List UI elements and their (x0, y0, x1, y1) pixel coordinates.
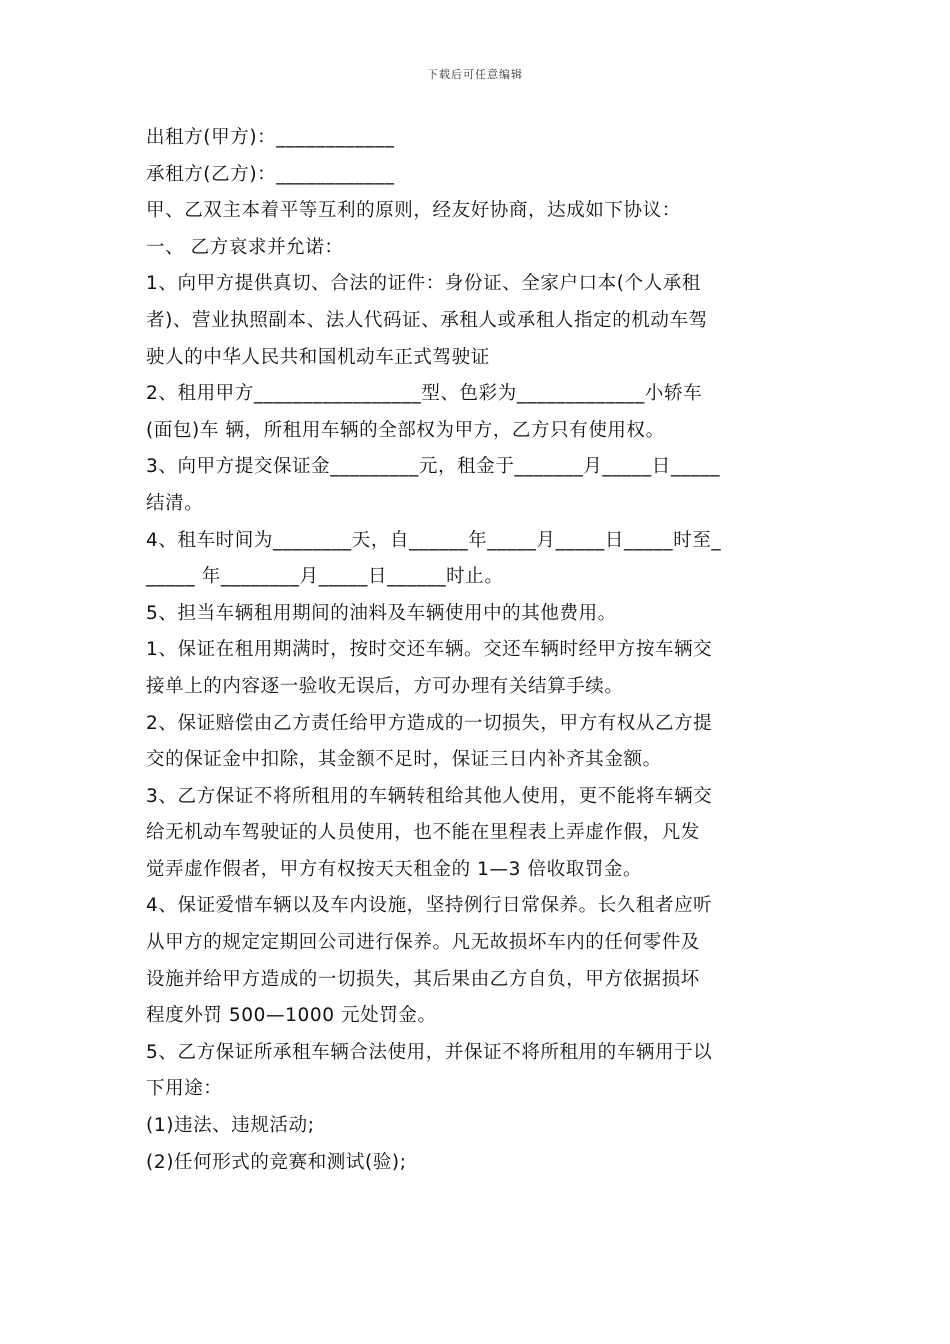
lessee-line: 承租方(乙方)：____________ (146, 163, 395, 185)
preamble-line: 甲、乙双主本着平等互利的原则，经友好协商，达成如下协议： (146, 200, 681, 222)
text-line: 给无机动车驾驶证的人员使用，也不能在里程表上弄虚作假，凡发 (146, 822, 700, 844)
text-line: 设施并给甲方造成的一切损失，其后果由乙方自负，甲方依据损坏 (146, 968, 700, 990)
text-line: 2、租用甲方_________________型、色彩为_____________小轿车 (146, 383, 703, 405)
text-line: 1、保证在租用期满时，按时交还车辆。交还车辆时经甲方按车辆交 (146, 639, 713, 661)
text-line: 4、租车时间为________天，自______年_____月_____日_____时至_ (146, 529, 722, 551)
text-line: 5、担当车辆租用期间的油料及车辆使用中的其他费用。 (146, 602, 617, 624)
text-line: 驶人的中华人民共和国机动车正式驾驶证 (146, 346, 490, 368)
text-line: 3、向甲方提交保证金_________元，租金于_______月_____日_____ (146, 456, 721, 478)
text-line: _____ 年________月_____日______时止。 (146, 566, 504, 588)
text-line: 3、乙方保证不将所租用的车辆转租给其他人使用，更不能将车辆交 (146, 785, 713, 807)
text-line: 下用途： (146, 1078, 223, 1100)
text-line: 4、保证爱惜车辆以及车内设施，坚持例行日常保养。长久租者应听 (146, 895, 713, 917)
text-line: 2、保证赔偿由乙方责任给甲方造成的一切损失，甲方有权从乙方提 (146, 712, 713, 734)
text-line: (2)任何形式的竞赛和测试(验); (146, 1151, 407, 1173)
text-line: 1、向甲方提供真切、合法的证件：身份证、全家户口本(个人承租 (146, 273, 701, 295)
section-heading: 一、 乙方哀求并允诺： (146, 236, 344, 258)
text-line: 者)、营业执照副本、法人代码证、承租人或承租人指定的机动车驾 (146, 309, 708, 331)
header-note: 下载后可任意编辑 (427, 68, 523, 81)
contract-body (146, 120, 810, 1181)
text-line: 觉弄虚作假者，甲方有权按天天租金的 1—3 倍收取罚金。 (146, 858, 643, 880)
text-line: 5、乙方保证所承租车辆合法使用，并保证不将所租用的车辆用于以 (146, 1041, 713, 1063)
text-line: (1)违法、违规活动; (146, 1115, 315, 1137)
text-line: 从甲方的规定定期回公司进行保养。凡无故损坏车内的任何零件及 (146, 932, 700, 954)
text-line: 程度外罚 500—1000 元处罚金。 (146, 1005, 437, 1027)
lessor-line: 出租方(甲方)：____________ (146, 127, 395, 148)
text-line: 结清。 (146, 492, 204, 514)
text-line: 接单上的内容逐一验收无误后，方可办理有关结算手续。 (146, 675, 624, 697)
text-line: 交的保证金中扣除，其金额不足时，保证三日内补齐其金额。 (146, 749, 662, 771)
text-line: (面包)车 辆，所租用车辆的全部权为甲方，乙方只有使用权。 (146, 419, 665, 441)
